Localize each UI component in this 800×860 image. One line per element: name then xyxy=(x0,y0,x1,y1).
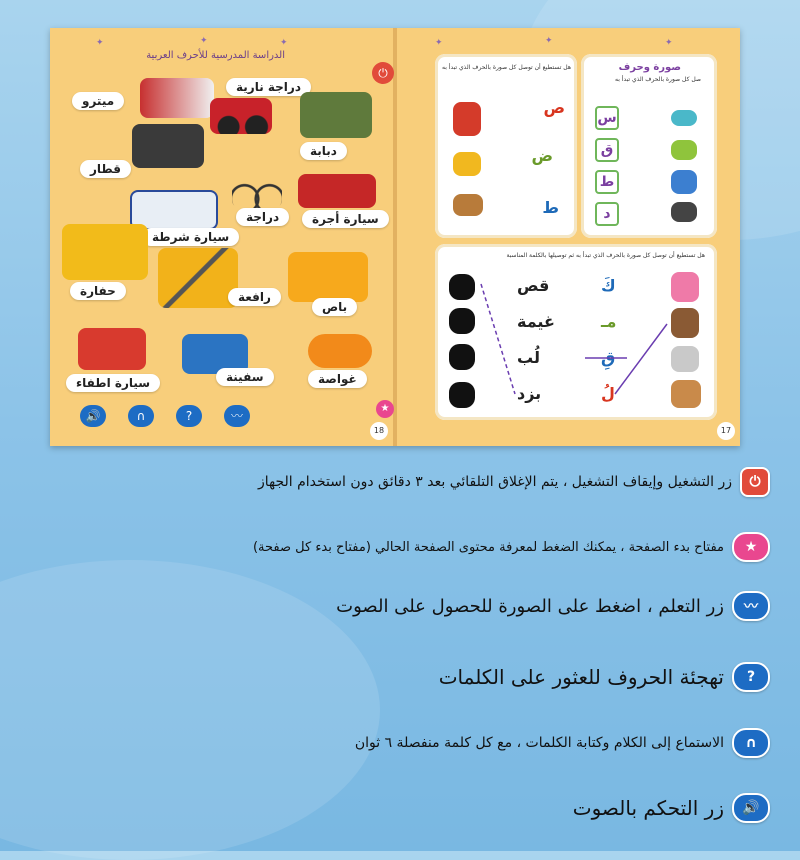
letter[interactable]: لُ xyxy=(601,384,615,403)
word[interactable]: بزد xyxy=(517,384,542,403)
decoration-icon: ✦ xyxy=(96,38,104,48)
star-page-icon: ★ xyxy=(732,532,770,562)
item-label-crane[interactable]: رافعة xyxy=(228,288,281,306)
speaker-icon: 🔊 xyxy=(732,793,770,823)
legend-text: الاستماع إلى الكلام وكتابة الكلمات ، مع كل كلمة منفصلة ٦ ثوان xyxy=(354,735,724,751)
parrot-image[interactable] xyxy=(453,102,481,136)
item-label-excavator[interactable]: حفارة xyxy=(70,282,126,300)
speaker-icon[interactable]: 🔊 xyxy=(80,405,106,427)
letter-box[interactable]: ط xyxy=(595,170,619,194)
taxi-image[interactable] xyxy=(298,174,376,208)
letter[interactable]: قِ xyxy=(601,348,616,367)
metro-train-image[interactable] xyxy=(140,78,214,118)
right-page xyxy=(395,28,740,446)
power-icon[interactable]: ⏻ xyxy=(372,62,394,84)
decoration-icon: ✦ xyxy=(545,36,553,46)
scooter-image[interactable] xyxy=(671,140,697,160)
item-label-submarine[interactable]: غواصة xyxy=(308,370,367,388)
item-label-motorcycle[interactable]: دراجة نارية xyxy=(226,78,311,96)
power-icon: ⏻ xyxy=(740,467,770,497)
legend-row-power xyxy=(258,462,770,502)
legend-row-spell xyxy=(439,657,770,697)
headphones-icon: ∩ xyxy=(732,728,770,758)
connection-lines xyxy=(435,244,717,420)
book-spread xyxy=(50,28,740,446)
exercise-title: هل تستطيع أن توصل كل صورة بالحرف الذي تبدأ به xyxy=(441,64,571,71)
item-label-police-car[interactable]: سيارة شرطة xyxy=(142,228,239,246)
item-label-bicycle[interactable]: دراجة xyxy=(236,208,289,226)
legend-text: زر التشغيل وإيقاف التشغيل ، يتم الإغلاق التلقائي بعد ٣ دقائق دون استخدام الجهاز xyxy=(257,474,732,490)
item-label-taxi[interactable]: سيارة أجرة xyxy=(302,210,389,228)
letter[interactable]: ض xyxy=(531,146,553,165)
bus-image[interactable] xyxy=(288,252,368,302)
item-label-ship[interactable]: سفينة xyxy=(216,368,274,386)
item-label-fire-truck[interactable]: سيارة اطفاء xyxy=(66,374,160,392)
question-icon: ? xyxy=(732,662,770,692)
motorcycle-image[interactable] xyxy=(210,98,272,134)
page-number: 17 xyxy=(717,422,735,440)
word[interactable]: قص xyxy=(517,276,550,295)
letter[interactable]: ص xyxy=(543,98,565,117)
word[interactable]: غيمة xyxy=(517,312,555,331)
train-image[interactable] xyxy=(671,202,697,222)
submarine-image[interactable] xyxy=(308,334,372,368)
sailboat-image[interactable] xyxy=(671,170,697,194)
open-book-icon[interactable]: 〰 xyxy=(224,405,250,427)
legend-text: زر التعلم ، اضغط على الصورة للحصول على الصوت xyxy=(336,595,724,617)
exercise-box-1 xyxy=(581,54,717,238)
decoration-icon: ✦ xyxy=(280,38,288,48)
legend-row-page-start xyxy=(253,527,770,567)
question-icon[interactable]: ? xyxy=(176,405,202,427)
item-label-tank[interactable]: دبابة xyxy=(300,142,347,160)
background-wave xyxy=(0,560,380,860)
legend-text: مفتاح بدء الصفحة ، يمكنك الضغط لمعرفة محتوى الصفحة الحالي (مفتاح بدء كل صفحة) xyxy=(252,539,724,555)
bicycle-image[interactable] xyxy=(232,178,282,208)
fire-truck-image[interactable] xyxy=(78,328,146,370)
tank-image[interactable] xyxy=(300,92,372,138)
item-label-train[interactable]: قطار xyxy=(80,160,131,178)
sweet-image[interactable] xyxy=(671,110,697,126)
letter-box[interactable]: ق xyxy=(595,138,619,162)
steam-train-image[interactable] xyxy=(132,124,204,168)
letter-box[interactable]: س xyxy=(595,106,619,130)
exercise-title: هل تستطيع أن توصل كل صورة بالحرف الذي تبدأ به ثم توصيلها بالكلمة المناسبة xyxy=(506,252,705,259)
legend-row-listen xyxy=(355,723,770,763)
decoration-icon: ✦ xyxy=(665,38,673,48)
decoration-icon: ✦ xyxy=(200,36,208,46)
legend-text: تهجئة الحروف للعثور على الكلمات xyxy=(438,665,724,689)
item-label-metro[interactable]: ميترو xyxy=(72,92,124,110)
exercise-subtitle: صل كل صورة بالحرف الذي تبدأ به xyxy=(615,76,701,83)
letter[interactable]: ط xyxy=(542,198,559,217)
legend-row-learn xyxy=(336,586,770,626)
item-label-bus[interactable]: باص xyxy=(312,298,357,316)
letter[interactable]: مـ xyxy=(601,312,617,331)
bread-image[interactable] xyxy=(453,194,483,216)
headphones-icon[interactable]: ∩ xyxy=(128,405,154,427)
open-book-icon: 〰 xyxy=(732,591,770,621)
whistle-image[interactable] xyxy=(453,152,481,176)
decoration-icon: ✦ xyxy=(435,38,443,48)
letter[interactable]: كَ xyxy=(601,276,616,295)
star-page-icon[interactable]: ★ xyxy=(376,400,394,418)
page-number: 18 xyxy=(370,422,388,440)
legend-text: زر التحكم بالصوت xyxy=(572,796,724,820)
crane-image[interactable] xyxy=(158,248,238,308)
word[interactable]: لُب xyxy=(517,348,540,367)
exercise-box-3 xyxy=(435,244,717,420)
letter-box[interactable]: د xyxy=(595,202,619,226)
left-page xyxy=(50,28,395,446)
exercise-title: صورة وحرف xyxy=(618,62,681,73)
legend-row-volume xyxy=(573,788,770,828)
book-title: الدراسة المدرسية للأحرف العربية xyxy=(146,50,285,61)
excavator-image[interactable] xyxy=(62,224,148,280)
exercise-box-2 xyxy=(435,54,577,238)
